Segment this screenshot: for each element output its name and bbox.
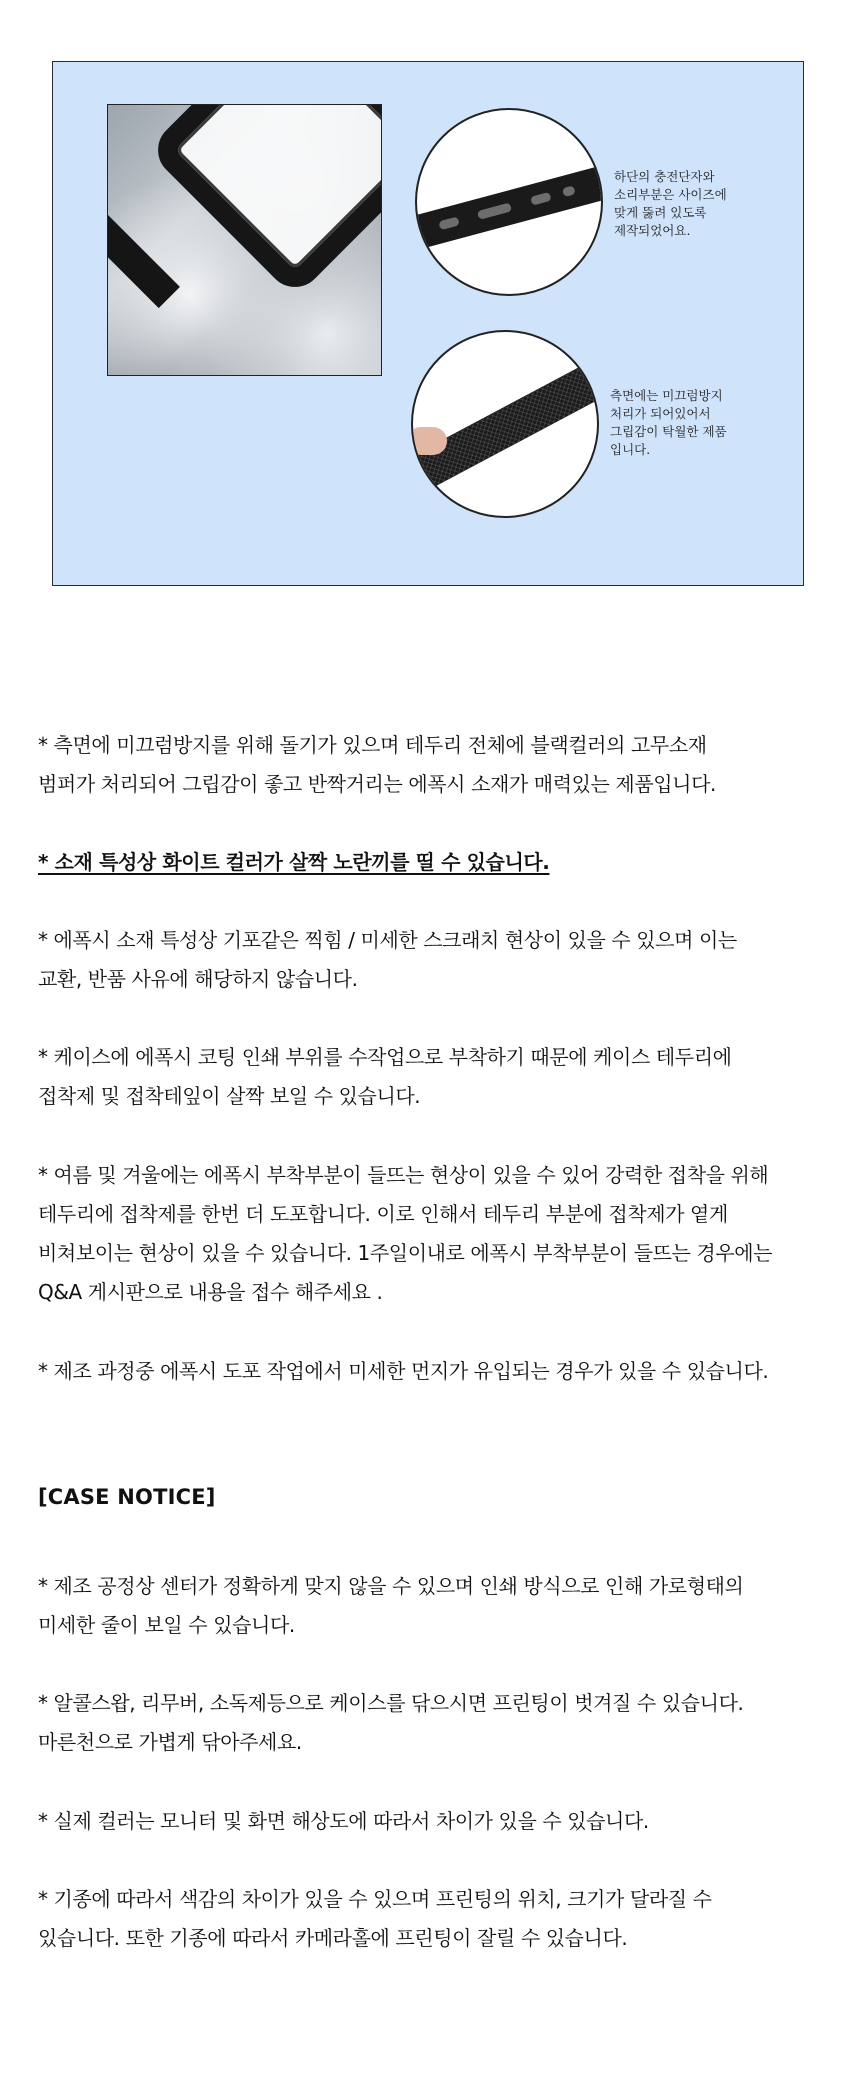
notice-line: * 케이스에 에폭시 코팅 인쇄 부위를 수작업으로 부착하기 때문에 케이스 테두리에 (38, 1045, 732, 1069)
notice-line: 비쳐보이는 현상이 있을 수 있습니다. 1주일이내로 에폭시 부착부분이 들뜨는 경우에는 (38, 1241, 773, 1265)
product-detail-figure (52, 61, 804, 586)
notice-line: 미세한 줄이 보일 수 있습니다. (38, 1613, 295, 1637)
callout-line: 측면에는 미끄럼방지 (610, 388, 723, 403)
notice-epoxy-scratch (38, 921, 838, 999)
bumper-edge (107, 195, 180, 308)
notice-line: 범퍼가 처리되어 그립감이 좋고 반짝거리는 에폭시 소재가 매력있는 제품입니다. (38, 772, 716, 796)
bottom-bumper (415, 163, 603, 250)
notice-yellowing (38, 843, 838, 882)
notice-season-lifting (38, 1156, 838, 1312)
finger (411, 427, 447, 455)
side-grip-closeup-photo (411, 330, 599, 518)
case-notice-cleaning (38, 1684, 838, 1762)
callout-line: 맞게 뚫려 있도록 (614, 205, 707, 220)
notice-line-emphasis: * 소재 특성상 화이트 컬러가 살짝 노란끼를 띨 수 있습니다. (38, 850, 550, 874)
case-corner-photo (107, 104, 382, 376)
charging-port-closeup-photo (415, 108, 603, 296)
notice-line: 있습니다. 또한 기종에 따라서 카메라홀에 프린팅이 잘릴 수 있습니다. (38, 1926, 628, 1950)
notice-line: * 기종에 따라서 색감의 차이가 있을 수 있으며 프린팅의 위치, 크기가 달라질 수 (38, 1887, 712, 1911)
notice-line: * 제조 과정중 에폭시 도포 작업에서 미세한 먼지가 유입되는 경우가 있을 수 있습니다. (38, 1359, 769, 1383)
callout-line: 그립감이 탁월한 제품 (610, 424, 727, 439)
notice-dust (38, 1352, 838, 1391)
notice-line: 접착제 및 접착테잎이 살짝 보일 수 있습니다. (38, 1084, 421, 1108)
notice-line: 교환, 반품 사유에 해당하지 않습니다. (38, 967, 358, 991)
notice-line: Q&A 게시판으로 내용을 접수 해주세요 . (38, 1280, 383, 1304)
notice-line: * 측면에 미끄럼방지를 위해 돌기가 있으며 테두리 전체에 블랙컬러의 고무소재 (38, 733, 707, 757)
notice-adhesive (38, 1038, 838, 1116)
notice-line: * 실제 컬러는 모니터 및 화면 해상도에 따라서 차이가 있을 수 있습니다. (38, 1809, 649, 1833)
notice-line: * 여름 및 겨울에는 에폭시 부착부분이 들뜨는 현상이 있을 수 있어 강력한 접착을 위해 (38, 1163, 769, 1187)
callout-line: 처리가 되어있어서 (610, 406, 711, 421)
callout-line: 제작되었어요. (614, 223, 691, 238)
case-notice-centering (38, 1567, 838, 1645)
camera-cutout-frame (147, 104, 382, 298)
case-notice-color (38, 1802, 838, 1841)
notice-line: 마른천으로 가볍게 닦아주세요. (38, 1730, 302, 1754)
case-notice-heading: [CASE NOTICE] (38, 1485, 216, 1509)
notice-line: * 알콜스왑, 리무버, 소독제등으로 케이스를 닦으시면 프린팅이 벗겨질 수 있습니다. (38, 1691, 744, 1715)
notice-material (38, 726, 838, 804)
textured-side-bumper (411, 350, 599, 492)
side-grip-callout (610, 387, 760, 459)
callout-line: 소리부분은 사이즈에 (614, 187, 727, 202)
notice-line: 테두리에 접착제를 한번 더 도포합니다. 이로 인해서 테두리 부분에 접착제가 옅게 (38, 1202, 728, 1226)
notice-line: * 제조 공정상 센터가 정확하게 맞지 않을 수 있으며 인쇄 방식으로 인해 가로형태의 (38, 1574, 744, 1598)
notice-line: * 에폭시 소재 특성상 기포같은 찍힘 / 미세한 스크래치 현상이 있을 수 있으며 이는 (38, 928, 737, 952)
callout-line: 하단의 충전단자와 (614, 169, 715, 184)
case-notice-model (38, 1880, 838, 1958)
charging-port-callout (614, 168, 764, 240)
callout-line: 입니다. (610, 442, 651, 457)
